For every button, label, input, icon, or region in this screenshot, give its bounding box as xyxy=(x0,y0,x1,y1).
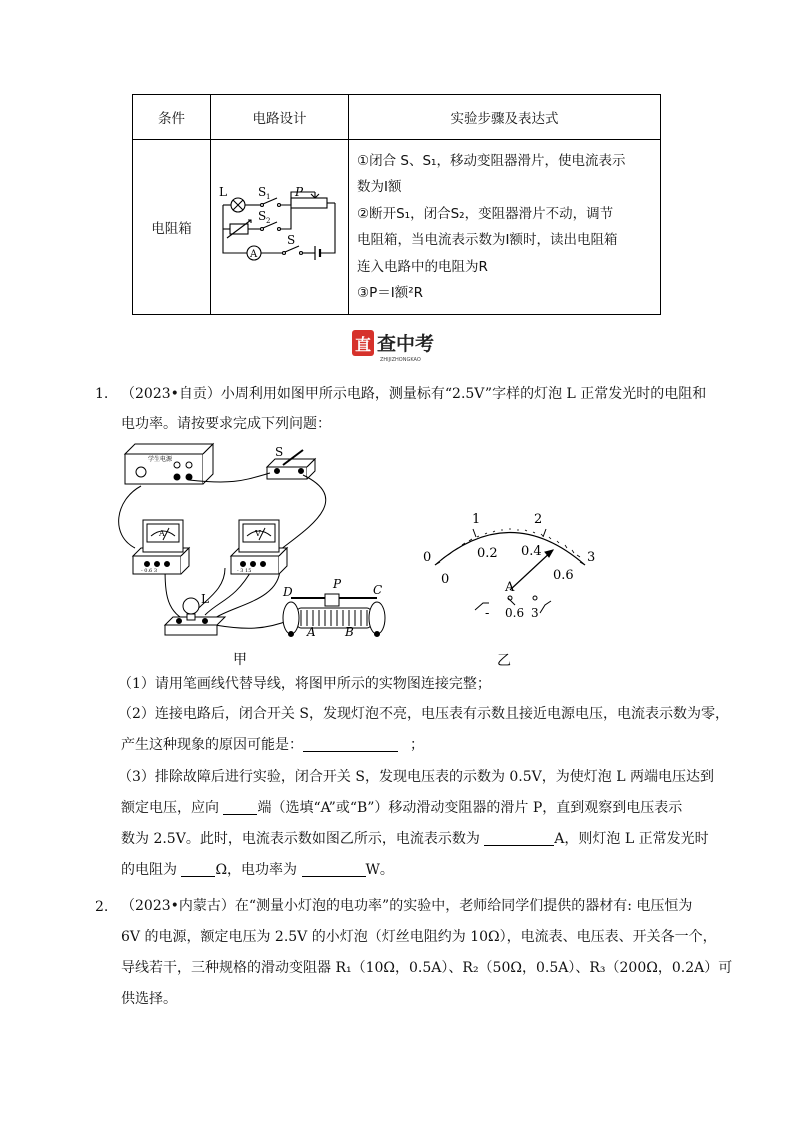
voltmeter-terminals: - 3 15 xyxy=(237,568,252,574)
step-line: ②断开S₁，闭合S₂，变阻器滑片不动，调节 xyxy=(357,205,614,222)
condition-cell: 电阻箱 xyxy=(133,140,211,315)
figure-yi xyxy=(415,505,615,670)
voltmeter-symbol: V xyxy=(255,529,261,538)
dial-lower-tick: 0.2 xyxy=(477,546,498,561)
brand-logo xyxy=(352,326,442,366)
lamp-label: L xyxy=(219,185,227,199)
sub-question-2-cont: 产生这种现象的原因可能是： ； xyxy=(121,737,424,753)
figure-yi-caption: 乙 xyxy=(497,653,511,669)
circuit-diagram xyxy=(211,140,348,310)
header-circuit: 电路设计 xyxy=(211,95,349,140)
dial-terminal: 3 xyxy=(531,606,539,620)
s2-label: S xyxy=(258,209,267,223)
step-line: 数为I额 xyxy=(357,179,402,195)
ammeter-symbol: A xyxy=(250,249,258,260)
circuit-diagram-cell xyxy=(211,140,349,315)
header-condition: 条件 xyxy=(133,95,211,140)
sub-question-3-cont: 数为 2.5V。此时，电流表示数如图乙所示，电流表示数为 A，则灯泡 L 正常发光时 xyxy=(121,831,709,847)
method-table xyxy=(132,94,661,315)
step-line: 连入电路中的电阻为R xyxy=(357,258,488,275)
step-line: ③P＝I额²R xyxy=(357,285,424,301)
question-1-text: 电功率。请按要求完成下列问题： xyxy=(121,416,331,432)
question-2-number: 2. xyxy=(95,899,109,915)
rheostat-label-b: B xyxy=(345,625,354,639)
ammeter-symbol: A xyxy=(159,529,165,538)
slider-label: P xyxy=(295,185,304,199)
question-2-text: 导线若干，三种规格的滑动变阻器 R₁（10Ω，0.5A）、R₂（50Ω，0.5A）、R₃（200Ω，0.2A）可 xyxy=(121,960,733,976)
svg-text:ZHIJIZHONGKAO: ZHIJIZHONGKAO xyxy=(380,357,421,363)
switch-label: S xyxy=(287,233,296,247)
dial-upper-tick: 2 xyxy=(534,512,543,527)
question-2-text: （2023•内蒙古）在“测量小灯泡的电功率”的实验中，老师给同学们提供的器材有: 电压恒为 xyxy=(121,898,693,914)
ammeter-terminals: - 0.6 3 xyxy=(141,568,158,574)
svg-text:查中考: 查中考 xyxy=(377,333,435,355)
question-2-text: 6V 的电源，额定电压为 2.5V 的小灯泡（灯丝电阻约为 10Ω），电流表、电压表、开关各一个， xyxy=(121,929,717,945)
header-steps: 实验步骤及表达式 xyxy=(349,95,661,140)
step-line: ①闭合 S、S₁，移动变阻器滑片，使电流表示 xyxy=(357,152,626,169)
rheostat-label-c: C xyxy=(373,583,383,597)
answer-blank[interactable] xyxy=(223,798,257,815)
sub-question-3-cont: 的电阻为 Ω，电功率为 W。 xyxy=(121,862,394,878)
figure-jia xyxy=(105,440,395,670)
switch-label: S xyxy=(275,445,284,459)
lamp-label: L xyxy=(201,592,209,606)
rheostat-label-a: A xyxy=(307,625,316,639)
answer-blank[interactable] xyxy=(303,735,398,752)
sub-question-1: （1）请用笔画线代替导线，将图甲所示的实物图连接完整； xyxy=(118,676,491,692)
lamp-base xyxy=(165,625,217,635)
dial-lower-tick: 0 xyxy=(441,572,450,587)
step-line: 电阻箱，当电流表示数为I额时，读出电阻箱 xyxy=(357,232,618,248)
dial-upper-tick: 0 xyxy=(423,550,432,565)
rheostat-label-p: P xyxy=(333,577,342,591)
svg-text:1: 1 xyxy=(266,193,271,201)
question-1-text: （2023•自贡）小周利用如图甲所示电路，测量标有“2.5V”字样的灯泡 L 正常发光时的电阻和 xyxy=(121,386,707,402)
power-supply-label: 学生电源 xyxy=(148,456,173,463)
answer-blank[interactable] xyxy=(181,860,215,877)
dial-upper-tick: 3 xyxy=(587,550,596,565)
s1-label: S xyxy=(258,185,267,199)
dial-lower-tick: 0.4 xyxy=(521,544,542,559)
answer-blank[interactable] xyxy=(302,860,366,877)
sub-question-3-cont: 额定电压，应向 端（选填“A”或“B”）移动滑动变阻器的滑片 P，直到观察到电压表示 xyxy=(121,800,683,816)
svg-text:2: 2 xyxy=(266,217,271,225)
sub-question-3: （3）排除故障后进行实验，闭合开关 S，发现电压表的示数为 0.5V，为使灯泡 L 两端电压达到 xyxy=(118,769,714,785)
rheostat-label-d: D xyxy=(283,585,293,599)
dial-unit: A xyxy=(505,580,515,595)
dial-terminal: - xyxy=(485,606,490,621)
dial-terminal: 0.6 xyxy=(505,606,525,620)
dial-lower-tick: 0.6 xyxy=(553,568,574,583)
question-2-text: 供选择。 xyxy=(121,991,177,1007)
question-1-number: 1. xyxy=(95,386,109,402)
sub-question-2: （2）连接电路后，闭合开关 S，发现灯泡不亮，电压表有示数且接近电源电压，电流表示数为零， xyxy=(118,706,729,722)
steps-cell xyxy=(349,140,661,315)
svg-text:直: 直 xyxy=(355,335,372,354)
figure-jia-caption: 甲 xyxy=(233,652,247,668)
dial-upper-tick: 1 xyxy=(472,512,481,527)
answer-blank[interactable] xyxy=(484,829,554,846)
